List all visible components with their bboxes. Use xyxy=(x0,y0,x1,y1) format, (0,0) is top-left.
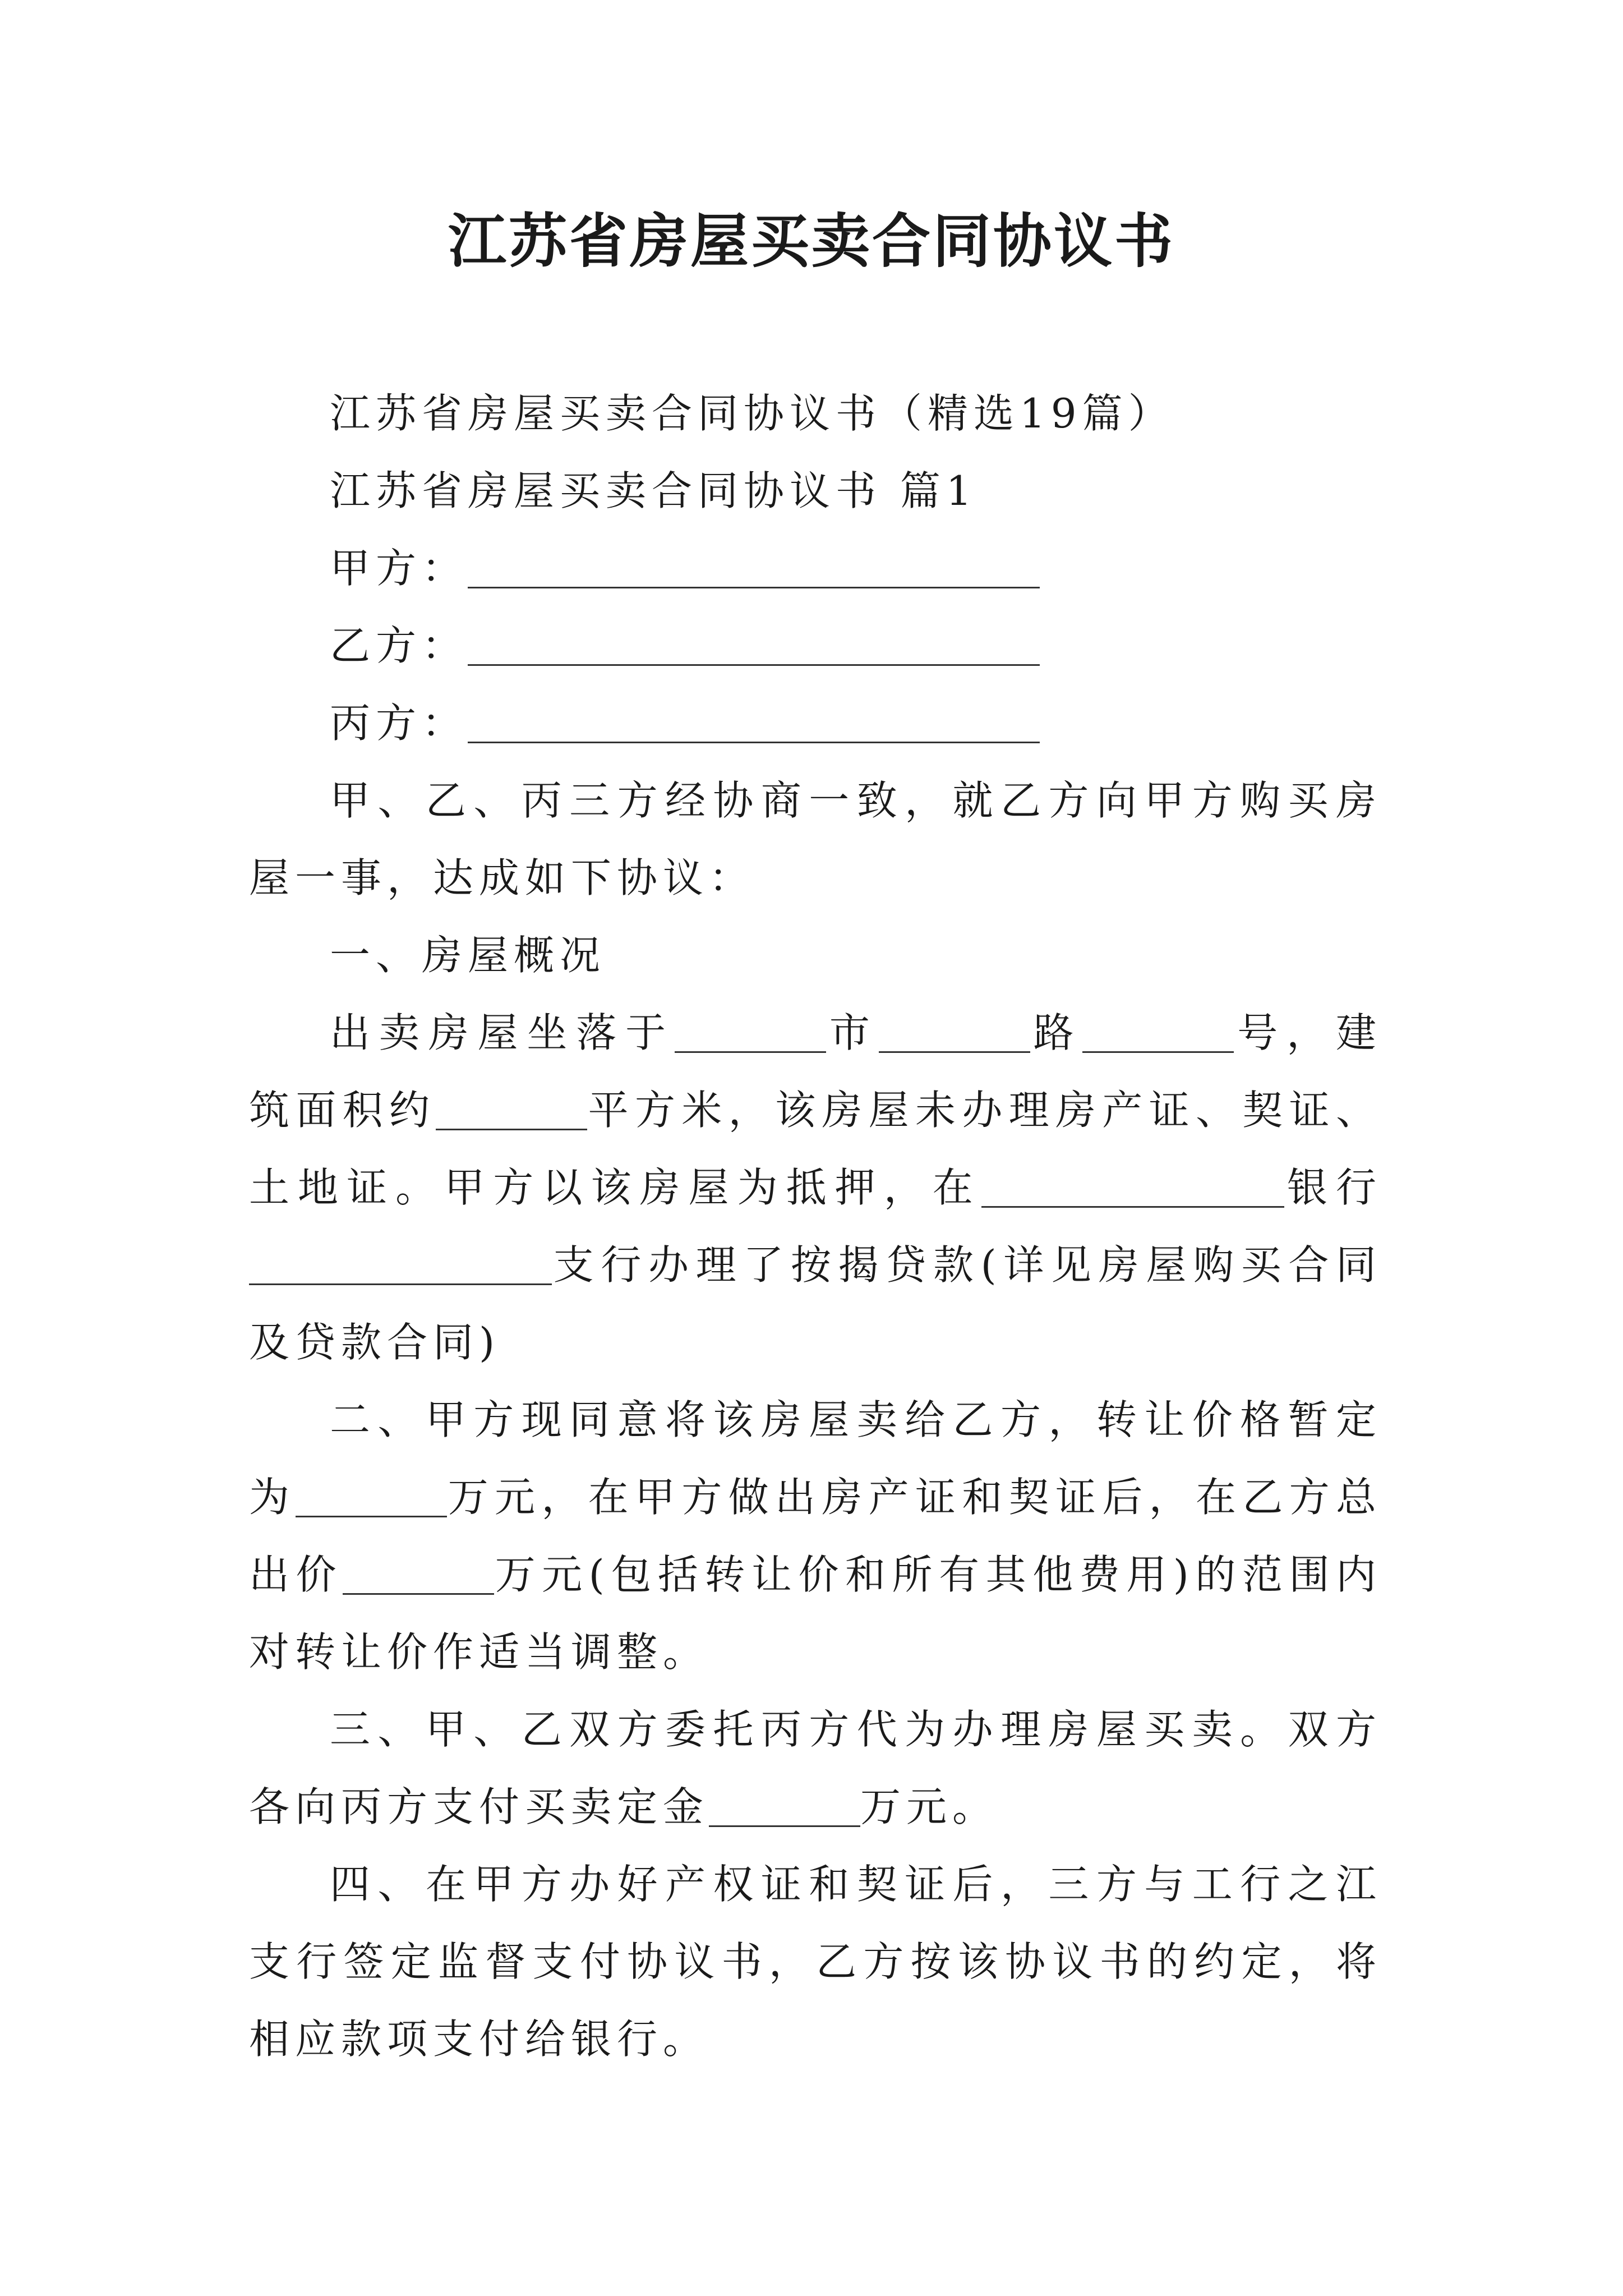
section1-paragraph xyxy=(249,994,1382,1381)
bank-blank xyxy=(981,1166,1284,1208)
section1-text-2: 市 xyxy=(826,1009,879,1056)
section4-paragraph: 四、在甲方办好产权证和契证后，三方与工行之江支行签定监督支付协议书，乙方按该协议书的约定，将相应款项支付给银行。 xyxy=(249,1861,1382,2063)
section1-text-7: 支行办理了按揭贷款(详见房屋购买合同及贷款合同) xyxy=(249,1241,1382,1366)
section2-text-2: 万元，在甲方做出房产证和契证后，在乙方总出价 xyxy=(249,1474,1382,1598)
section3-text-1: 三、甲、乙双方委托丙方代为办理房屋买卖。双方各向丙方支付买卖定金 xyxy=(249,1706,1382,1830)
section3-text-2: 万元。 xyxy=(860,1783,999,1830)
price-blank xyxy=(296,1475,447,1517)
section1-text-5: 平方米，该房屋未办理房产证、契证、土地证。甲方以该房屋为抵押，在 xyxy=(249,1087,1382,1211)
party-a-line xyxy=(249,530,1382,607)
section1-text-4: 号，建筑面积约 xyxy=(249,1009,1382,1134)
section1-text-1: 出卖房屋坐落于 xyxy=(330,1009,675,1056)
deposit-blank xyxy=(709,1785,860,1827)
party-a-label: 甲方： xyxy=(330,545,468,592)
party-a-blank xyxy=(468,546,1040,588)
branch-blank xyxy=(249,1243,552,1285)
section2-text-3: 万元(包括转让价和所有其他费用)的范围内对转让价作适当调整。 xyxy=(249,1551,1382,1676)
area-blank xyxy=(436,1088,587,1130)
subtitle: 江苏省房屋买卖合同协议书（精选19篇） xyxy=(330,390,1174,437)
number-blank xyxy=(1082,1011,1234,1053)
party-c-blank xyxy=(468,701,1040,743)
party-b-line xyxy=(249,607,1382,684)
road-blank xyxy=(879,1011,1030,1053)
section3-paragraph xyxy=(249,1691,1382,1846)
total-price-blank xyxy=(343,1553,494,1595)
section1-text-3: 路 xyxy=(1030,1009,1083,1056)
section1-heading: 一、房屋概况 xyxy=(330,932,606,979)
section2-text-1: 二、甲方现同意将该房屋卖给乙方，转让价格暂定为 xyxy=(249,1396,1382,1521)
party-b-blank xyxy=(468,624,1040,666)
party-c-line xyxy=(249,684,1382,762)
part-heading: 江苏省房屋买卖合同协议书 篇1 xyxy=(330,467,978,514)
party-c-label: 丙方： xyxy=(330,700,468,747)
document-title: 江苏省房屋买卖合同协议书 xyxy=(448,206,1175,275)
party-b-label: 乙方： xyxy=(330,622,468,669)
city-blank xyxy=(675,1011,826,1053)
section1-text-6: 银行 xyxy=(1284,1164,1382,1211)
intro-paragraph: 甲、乙、丙三方经协商一致，就乙方向甲方购买房屋一事，达成如下协议： xyxy=(249,777,1382,901)
document-body xyxy=(249,375,1382,2078)
section2-paragraph xyxy=(249,1381,1382,1691)
